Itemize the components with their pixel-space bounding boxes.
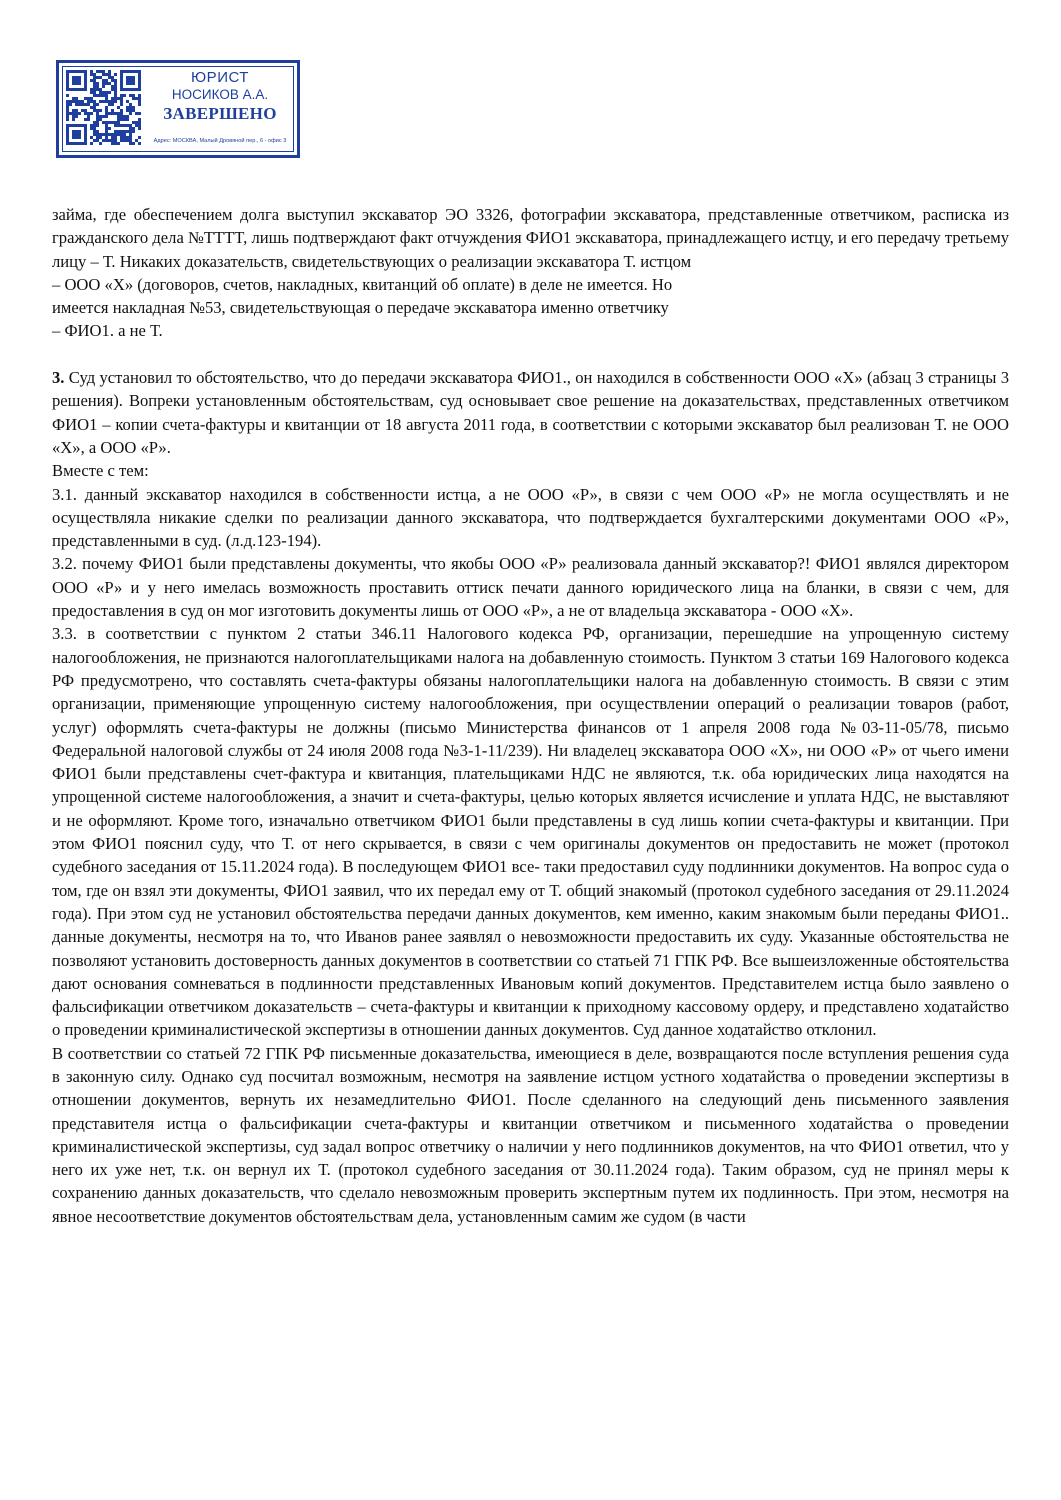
paragraph-loan: займа, где обеспечением долга выступил экскаватор ЭО 3326, фотографии экскаватора, представленные ответчиком, расписка из гражданского дела №TTTT, лишь подтверждают факт отчуждения ФИО1 экскаватора, принадлежащего истцу, и его передачу третьему лицу – Т. Никаких доказательств, свидетельствующих о реализации экскаватора Т. истцом [52, 205, 1009, 271]
paragraph-point-3-1: 3.1. данный экскаватор находился в собственности истца, а не ООО «Р», в связи с чем ООО «Р» не могла осуществлять и не осуществляла никакие сделки по реализации данного экскаватора, что подтверждается бухгалтерскими документами ООО «Р», представленными в суд. (л.д.123-194). [52, 484, 1009, 551]
paragraph-with: Вместе с тем: [52, 461, 149, 481]
paragraph-point-3-3: 3.3. в соответствии с пунктом 2 статьи 346.11 Налогового кодекса РФ, организации, перешедшие на упрощенную систему налогообложения, не признаются налогоплательщиками налога на добавленную стоимость. Пунктом 3 статьи 169 Налогового кодекса РФ предусмотрено, что составлять счета-фактуры обязаны налогоплательщики налога на добавленную стоимость. В связи с этим организации, применяющие упрощенную систему налогообложения, при осуществлении операций о реализации товаров (работ, услуг) оформлять счета-фактуры не должны (письмо Министерства финансов от 1 апреля 2008 года №03-11-05/78, письмо Федеральной налоговой службы от 24 июля 2008 года №3-1-11/239). Ни владелец экскаватора ООО «Х», ни ООО «Р» от чьего имени ФИО1 были представлены счет-фактура и квитанция, плательщиками НДС не являются, т.к. оба юридических лица находятся на упрощенной системе налогообложения, а значит и счета-фактуры, целью которых является исчисление и уплата НДС, не выставляют и не оформляют. Кроме того, изначально ответчиком ФИО1 были представлены в суд лишь копии счета-фактуры и квитанции. При этом ФИО1 пояснил суду, что Т. от него скрывается, в связи с чем оригиналы документов он предоставить не может (протокол судебного заседания от 15.11.2024 года). В последующем ФИО1 все- таки предоставил суду подлинники документов. На вопрос суда о том, где он взял эти документы, ФИО1 заявил, что их передал ему от Т. общий знакомый (протокол судебного заседания от 29.11.2024 года). При этом суд не установил обстоятельства передачи данных документов, кем именно, каким знакомым были переданы ФИО1.. данные документы, несмотря на то, что Иванов ранее заявлял о невозможности предоставить их суду. Указанные обстоятельства не позволяют установить достоверность данных документов в соответствии со статьей 71 ГПК РФ. Все вышеизложенные обстоятельства дают основания сомневаться в подлинности представленных Ивановым копий документов. Представителем истца было заявлено о фальсификации ответчиком доказательств – счета-фактуры и квитанции к приходному кассовому ордеру, и представлено ходатайство о проведении криминалистической экспертизы в отношении данных документов. Суд данное ходатайство отклонил. [52, 624, 1009, 1040]
paragraph-point-3 [52, 366, 1009, 459]
stamp-lawyer-name: НОСИКОВ А.А. [171, 87, 269, 102]
stamp-status: ЗАВЕРШЕНО [163, 104, 277, 123]
document-body [52, 203, 1009, 1228]
lawyer-stamp [56, 60, 300, 158]
paragraph-article-72: В соответствии со статьей 72 ГПК РФ письменные доказательства, имеющиеся в деле, возвращаются после вступления решения суда в законную силу. Однако суд посчитал возможным, несмотря на заявление истцом устного ходатайства о проведении экспертизы в отношении документов, вернуть их незамедлительно ФИО1. После сделанного на следующий день письменного заявления представителя истца о фальсификации счета-фактуры и квитанции ответчиком и письменного ходатайства о проведении криминалистической экспертизы, суд задал вопрос ответчику о наличии у него подлинников документов, на что ФИО1 ответил, что у него их уже нет, т.к. он вернул их Т. (протокол судебного заседания от 30.11.2024 года). Таким образом, суд не принял меры к сохранению данных доказательств, что сделало невозможным проверить экспертным путем их подлинность. При этом, несмотря на явное несоответствие документов обстоятельствам дела, установленным самим же судом (в части [52, 1043, 1009, 1226]
qr-code-icon [66, 70, 141, 145]
paragraph-point-3-2: 3.2. почему ФИО1 были представлены документы, что якобы ООО «Р» реализовала данный экскаватор?! ФИО1 являлся директором ООО «Р» и у него имелась возможность проставить оттиск печати данного юридического лица на бланки, в связи с чем, для предоставления в суд он мог изготовить документы лишь от ООО «Р», а не от владельца экскаватора - ООО «Х». [52, 554, 1009, 621]
point-3-number: 3. [52, 368, 65, 388]
paragraph-loan-line-2: – ООО «Х» (договоров, счетов, накладных, квитанций об оплате) в деле не имеется. Но [52, 274, 673, 294]
stamp-address: Адрес: МОСКВА, Малый Дровяной пер., 6 - офис 3 [153, 138, 287, 144]
paragraph-loan-line-4: – ФИО1. а не Т. [52, 321, 163, 341]
stamp-title: ЮРИСТ [191, 69, 249, 86]
paragraph-spacer [52, 343, 1009, 366]
point-3-text: Суд установил то обстоятельство, что до передачи экскаватора ФИО1., он находился в собственности ООО «Х» (абзац 3 страницы 3 решения). Вопреки установленным обстоятельствам, суд основывает свое решение на доказательствах, представленных ответчиком ФИО1 – копии счета-фактуры и квитанции от 18 августа 2011 года, в соответствии с которыми экскаватор был реализован Т. не ООО «Х», а ООО «Р». [52, 368, 1009, 457]
paragraph-loan-line-3: имеется накладная №53, свидетельствующая о передаче экскаватора именно ответчику [52, 298, 669, 318]
